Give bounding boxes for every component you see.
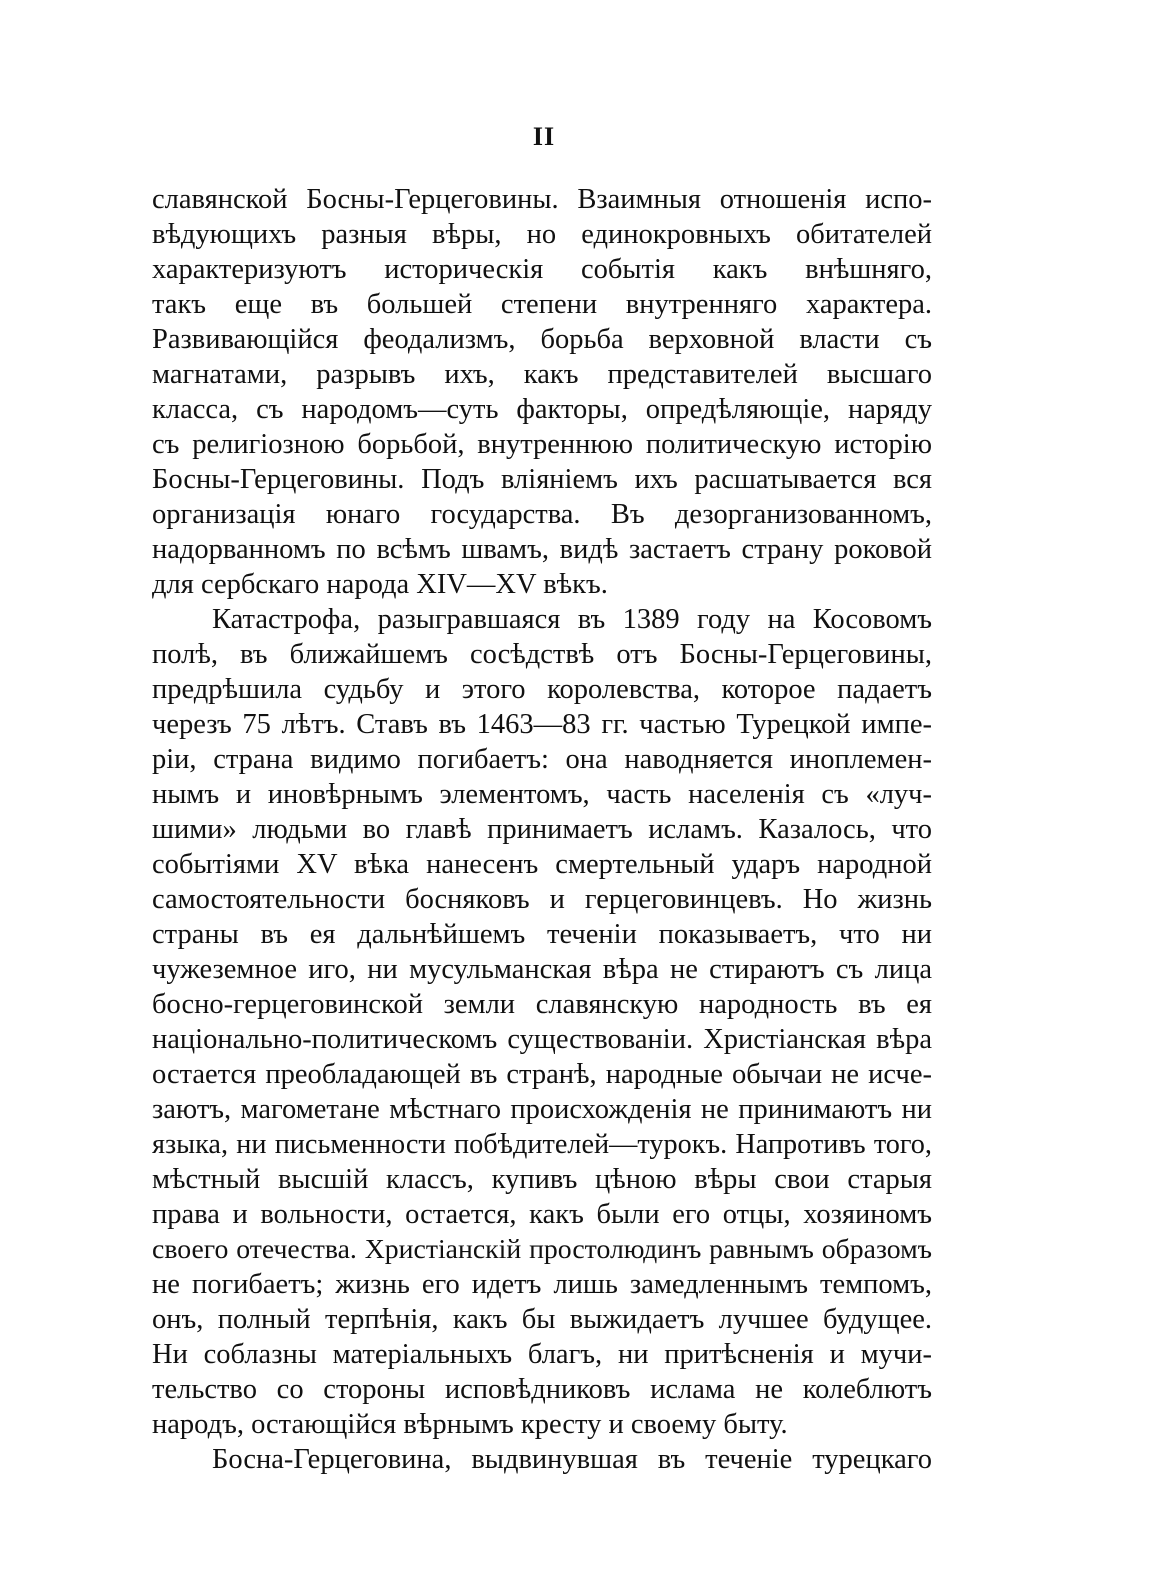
- text-line: такъ еще въ большей степени внутренняго характера.: [152, 289, 932, 320]
- text-line: Ни соблазны матеріальныхъ благъ, ни притѣсненія и мучи-: [152, 1339, 932, 1370]
- text-line: характеризуютъ историческія событія какъ внѣшняго,: [152, 254, 932, 285]
- text-line: организація юнаго государства. Въ дезорганизованномъ,: [152, 499, 932, 530]
- text-line: народъ, остающійся вѣрнымъ кресту и своему быту.: [152, 1409, 788, 1440]
- page-number: II: [532, 122, 556, 151]
- text-line: предрѣшила судьбу и этого королевства, которое падаетъ: [152, 674, 932, 705]
- text-line: черезъ 75 лѣтъ. Ставъ въ 1463—83 гг. частью Турецкой импе-: [152, 709, 932, 740]
- text-line: чужеземное иго, ни мусульманская вѣра не стираютъ съ лица: [152, 954, 932, 985]
- text-line: національно-политическомъ существованіи. Христіанская вѣра: [152, 1024, 932, 1055]
- text-line: мѣстный высшій классъ, купивъ цѣною вѣры свои старыя: [152, 1164, 932, 1195]
- text-line: шими» людьми во главѣ принимаетъ исламъ. Казалось, что: [152, 814, 932, 845]
- text-line: событіями XV вѣка нанесенъ смертельный ударъ народной: [152, 849, 932, 880]
- text-line: заютъ, магометане мѣстнаго происхожденія не принимаютъ ни: [152, 1094, 932, 1125]
- text-line: не погибаетъ; жизнь его идетъ лишь замедленнымъ темпомъ,: [152, 1269, 932, 1300]
- text-line: остается преобладающей въ странѣ, народные обычаи не исче-: [152, 1059, 932, 1090]
- text-line: класса, съ народомъ—суть факторы, опредѣляющіе, наряду: [152, 394, 932, 425]
- text-line: съ религіозною борьбой, внутреннюю политическую исторію: [152, 429, 932, 460]
- text-line: онъ, полный терпѣнія, какъ бы выжидаетъ лучшее будущее.: [152, 1304, 932, 1335]
- text-line: права и вольности, остается, какъ были его отцы, хозяиномъ: [152, 1199, 932, 1230]
- text-line: для сербскаго народа XIV—XV вѣкъ.: [152, 569, 608, 600]
- text-line: самостоятельности босняковъ и герцеговинцевъ. Но жизнь: [152, 884, 932, 915]
- text-line: нымъ и иновѣрнымъ элементомъ, часть населенія съ «луч-: [152, 779, 932, 810]
- text-line: надорванномъ по всѣмъ швамъ, видѣ застаетъ страну роковой: [152, 534, 932, 565]
- text-line: языка, ни письменности побѣдителей—турокъ. Напротивъ того,: [152, 1129, 932, 1160]
- text-line: Развивающійся феодализмъ, борьба верховной власти съ: [152, 324, 932, 355]
- text-line: Босны-Герцеговины. Подъ вліяніемъ ихъ расшатывается вся: [152, 464, 932, 495]
- text-line: своего отечества. Христіанскій простолюдинъ равнымъ образомъ: [152, 1234, 932, 1265]
- text-line: Катастрофа, разыгравшаяся въ 1389 году на Косовомъ: [212, 604, 932, 635]
- body-text: [152, 182, 932, 1477]
- text-line: тельство со стороны исповѣдниковъ ислама не колеблютъ: [152, 1374, 932, 1405]
- text-line: полѣ, въ ближайшемъ сосѣдствѣ отъ Босны-Герцеговины,: [152, 639, 932, 670]
- text-line: вѣдующихъ разныя вѣры, но единокровныхъ обитателей: [152, 219, 932, 250]
- text-line: Босна-Герцеговина, выдвинувшая въ теченіе турецкаго: [212, 1444, 932, 1475]
- text-line: страны въ ея дальнѣйшемъ теченіи показываетъ, что ни: [152, 919, 932, 950]
- text-line: магнатами, разрывъ ихъ, какъ представителей высшаго: [152, 359, 932, 390]
- text-line: босно-герцеговинской земли славянскую народность въ ея: [152, 989, 932, 1020]
- text-line: славянской Босны-Герцеговины. Взаимныя отношенія испо-: [152, 184, 932, 215]
- text-line: ріи, страна видимо погибаетъ: она наводняется иноплемен-: [152, 744, 932, 775]
